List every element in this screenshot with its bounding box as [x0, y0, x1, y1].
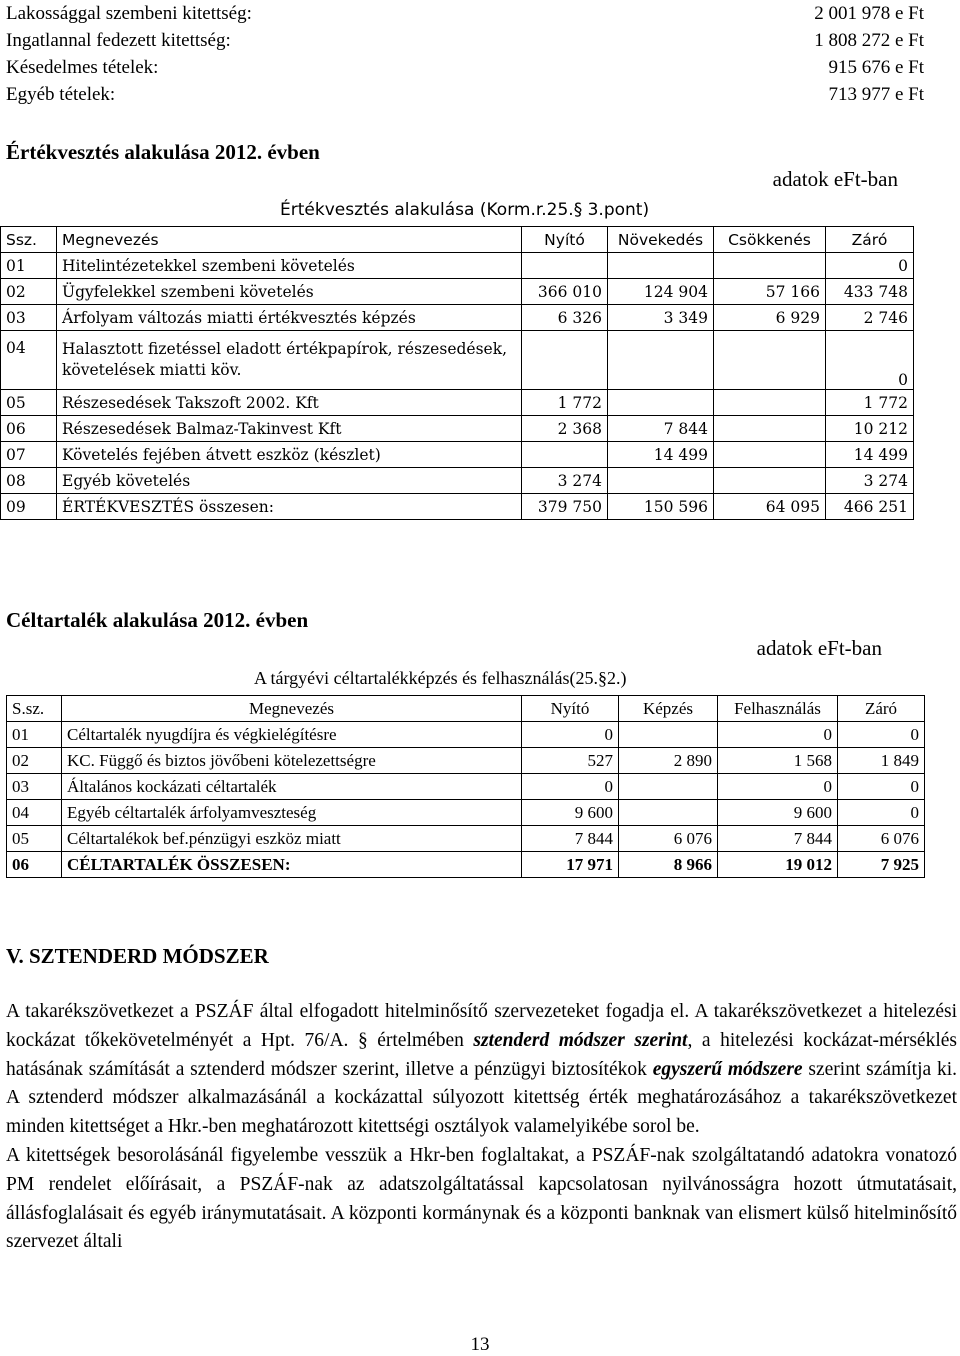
row-number: 08 — [1, 468, 57, 494]
page-number: 13 — [470, 1334, 490, 1355]
table-row — [7, 800, 925, 826]
increase-value — [608, 390, 714, 416]
table-row — [7, 826, 925, 852]
section-heading-provisions: Céltartalék alakulása 2012. évben — [6, 608, 309, 632]
decrease-value: 6 929 — [714, 305, 826, 331]
table-row — [7, 748, 925, 774]
table-row — [7, 722, 925, 748]
closing-value: 433 748 — [826, 279, 914, 305]
row-label: Részesedések Balmaz-Takinvest Kft — [57, 416, 522, 442]
opening-value — [522, 331, 608, 390]
emphasis-text: egyszerű módszere — [652, 1058, 803, 1080]
closing-value: 1 772 — [826, 390, 914, 416]
row-number: 03 — [7, 774, 62, 800]
row-number: 01 — [7, 722, 62, 748]
opening-value: 7 844 — [522, 826, 619, 852]
row-label: Általános kockázati céltartalék — [62, 774, 522, 800]
row-number: 02 — [7, 748, 62, 774]
row-label: Halasztott fizetéssel eladott értékpapírok, részesedések, követelések miatti köv. — [57, 331, 522, 390]
header-cell: Felhasználás — [718, 696, 838, 722]
closing-value: 0 — [826, 331, 914, 390]
impairment-table — [0, 226, 914, 520]
increase-value: 124 904 — [608, 279, 714, 305]
table-row — [1, 331, 914, 390]
usage-value: 0 — [718, 774, 838, 800]
decrease-value — [714, 416, 826, 442]
exposure-value: 1 808 272 e Ft — [814, 30, 924, 51]
usage-value: 0 — [718, 722, 838, 748]
body-text — [6, 998, 957, 1257]
closing-value: 14 499 — [826, 442, 914, 468]
row-number: 04 — [7, 800, 62, 826]
formation-value — [619, 774, 718, 800]
opening-value: 527 — [522, 748, 619, 774]
row-number: 01 — [1, 253, 57, 279]
text-run: , a hitelezési kockázat-mérséklés hatásának számítását a sztenderd módszer szerint, illetve a pénzügyi biztosítékok — [6, 1029, 957, 1080]
closing-value: 1 849 — [838, 748, 925, 774]
row-label: Hitelintézetekkel szembeni követelés — [57, 253, 522, 279]
table-row — [1, 390, 914, 416]
decrease-value — [714, 390, 826, 416]
row-label: Ügyfelekkel szembeni követelés — [57, 279, 522, 305]
exposure-row — [6, 81, 924, 109]
closing-value: 0 — [826, 253, 914, 279]
increase-value: 14 499 — [608, 442, 714, 468]
row-label: ÉRTÉKVESZTÉS összesen: — [57, 494, 522, 520]
closing-value: 3 274 — [826, 468, 914, 494]
row-number: 06 — [7, 852, 62, 878]
table-row — [1, 305, 914, 331]
header-cell: Megnevezés — [62, 696, 522, 722]
exposure-label: Késedelmes tételek: — [6, 57, 159, 78]
table-row — [1, 442, 914, 468]
table-title-provisions: A tárgyévi céltartalékképzés és felhasználás(25.§2.) — [254, 668, 627, 688]
decrease-value — [714, 468, 826, 494]
increase-value: 7 844 — [608, 416, 714, 442]
opening-value: 366 010 — [522, 279, 608, 305]
unit-note: adatok eFt-ban — [756, 636, 882, 660]
increase-value — [608, 331, 714, 390]
provisions-table — [6, 695, 925, 878]
row-label: Árfolyam változás miatti értékvesztés képzés — [57, 305, 522, 331]
row-label: Követelés fejében átvett eszköz (készlet) — [57, 442, 522, 468]
usage-value: 1 568 — [718, 748, 838, 774]
row-number: 04 — [1, 331, 57, 390]
table-row — [1, 279, 914, 305]
formation-value: 2 890 — [619, 748, 718, 774]
exposure-label: Ingatlannal fedezett kitettség: — [6, 30, 231, 51]
exposure-value: 2 001 978 e Ft — [814, 3, 924, 24]
table-row — [1, 253, 914, 279]
header-cell: Megnevezés — [57, 227, 522, 253]
paragraph — [6, 998, 957, 1142]
row-number: 07 — [1, 442, 57, 468]
decrease-value — [714, 331, 826, 390]
row-number: 05 — [7, 826, 62, 852]
emphasis-text: sztenderd módszer szerint — [473, 1029, 688, 1051]
formation-value: 8 966 — [619, 852, 718, 878]
opening-value — [522, 442, 608, 468]
table-row — [1, 416, 914, 442]
exposure-row — [6, 27, 924, 55]
row-label: Céltartalék nyugdíjra és végkielégítésre — [62, 722, 522, 748]
section-heading-standard-method: V. SZTENDERD MÓDSZER — [6, 944, 269, 968]
header-cell: Csökkenés — [714, 227, 826, 253]
increase-value — [608, 253, 714, 279]
table-title-impairment: Értékvesztés alakulása (Korm.r.25.§ 3.pont) — [280, 200, 650, 220]
exposure-label: Egyéb tételek: — [6, 84, 116, 105]
text-run: A takarékszövetkezet a PSZÁF által elfogadott hitelminősítő szervezeteket fogadja el. A takarékszövetkezet a hitelezési kockázat tőkekövetelményét a Hpt. 76/A. § értelmében — [6, 1001, 957, 1051]
exposure-row — [6, 0, 924, 28]
row-label: Részesedések Takszoft 2002. Kft — [57, 390, 522, 416]
opening-value — [522, 253, 608, 279]
formation-value — [619, 800, 718, 826]
table-row — [7, 774, 925, 800]
exposure-row — [6, 54, 924, 82]
increase-value — [608, 468, 714, 494]
exposure-label: Lakossággal szembeni kitettség: — [6, 3, 252, 24]
closing-value: 7 925 — [838, 852, 925, 878]
decrease-value — [714, 253, 826, 279]
opening-value: 379 750 — [522, 494, 608, 520]
opening-value: 9 600 — [522, 800, 619, 826]
row-label: CÉLTARTALÉK ÖSSZESEN: — [62, 852, 522, 878]
decrease-value: 64 095 — [714, 494, 826, 520]
closing-value: 10 212 — [826, 416, 914, 442]
unit-note: adatok eFt-ban — [772, 167, 898, 191]
row-label: Egyéb céltartalék árfolyamveszteség — [62, 800, 522, 826]
closing-value: 6 076 — [838, 826, 925, 852]
closing-value: 0 — [838, 722, 925, 748]
table-total-row — [1, 494, 914, 520]
row-label: Egyéb követelés — [57, 468, 522, 494]
row-number: 02 — [1, 279, 57, 305]
table-header-row — [7, 696, 925, 722]
opening-value: 0 — [522, 722, 619, 748]
exposure-value: 713 977 e Ft — [828, 84, 924, 105]
row-number: 03 — [1, 305, 57, 331]
header-cell: Nyító — [522, 696, 619, 722]
row-label: KC. Függő és biztos jövőbeni kötelezettségre — [62, 748, 522, 774]
closing-value: 0 — [838, 774, 925, 800]
table-total-row — [7, 852, 925, 878]
decrease-value: 57 166 — [714, 279, 826, 305]
formation-value: 6 076 — [619, 826, 718, 852]
row-number: 06 — [1, 416, 57, 442]
row-number: 05 — [1, 390, 57, 416]
row-number: 09 — [1, 494, 57, 520]
opening-value: 1 772 — [522, 390, 608, 416]
table-row — [1, 468, 914, 494]
exposure-value: 915 676 e Ft — [828, 57, 924, 78]
paragraph: A kitettségek besorolásánál figyelembe vesszük a Hkr-ben foglaltakat, a PSZÁF-nak szolgáltatandó adatokra vonatozó PM rendelet előírásait, a PSZÁF-nak az adatszolgáltatással kapcsolatosan nyilvánosságra hozott útmutatásait, állásfoglalásait és egyéb iránymutatásait. A központi kormánynak és a központi banknak van elismert külső hitelminősítő szervezet általi — [6, 1144, 957, 1253]
header-cell: Záró — [838, 696, 925, 722]
usage-value: 7 844 — [718, 826, 838, 852]
opening-value: 6 326 — [522, 305, 608, 331]
opening-value: 2 368 — [522, 416, 608, 442]
section-heading-impairment: Értékvesztés alakulása 2012. évben — [6, 140, 320, 164]
increase-value: 150 596 — [608, 494, 714, 520]
header-cell: Nyító — [522, 227, 608, 253]
opening-value: 0 — [522, 774, 619, 800]
text-run: szerint számítja ki. A sztenderd módszer alkalmazásánál a kockázattal súlyozott kitettség érték meghatározásához a takarékszövetkezet minden kitettséget a Hkr.-ben meghatározott kitettségi osztályok valamelyikébe sorol be. — [6, 1058, 958, 1138]
formation-value — [619, 722, 718, 748]
decrease-value — [714, 442, 826, 468]
closing-value: 0 — [838, 800, 925, 826]
increase-value: 3 349 — [608, 305, 714, 331]
usage-value: 9 600 — [718, 800, 838, 826]
closing-value: 2 746 — [826, 305, 914, 331]
header-cell: Képzés — [619, 696, 718, 722]
header-cell: Záró — [826, 227, 914, 253]
header-cell: Ssz. — [1, 227, 57, 253]
table-header-row — [1, 227, 914, 253]
header-cell: Növekedés — [608, 227, 714, 253]
closing-value: 466 251 — [826, 494, 914, 520]
opening-value: 3 274 — [522, 468, 608, 494]
usage-value: 19 012 — [718, 852, 838, 878]
row-label: Céltartalékok bef.pénzügyi eszköz miatt — [62, 826, 522, 852]
header-cell: S.sz. — [7, 696, 62, 722]
opening-value: 17 971 — [522, 852, 619, 878]
